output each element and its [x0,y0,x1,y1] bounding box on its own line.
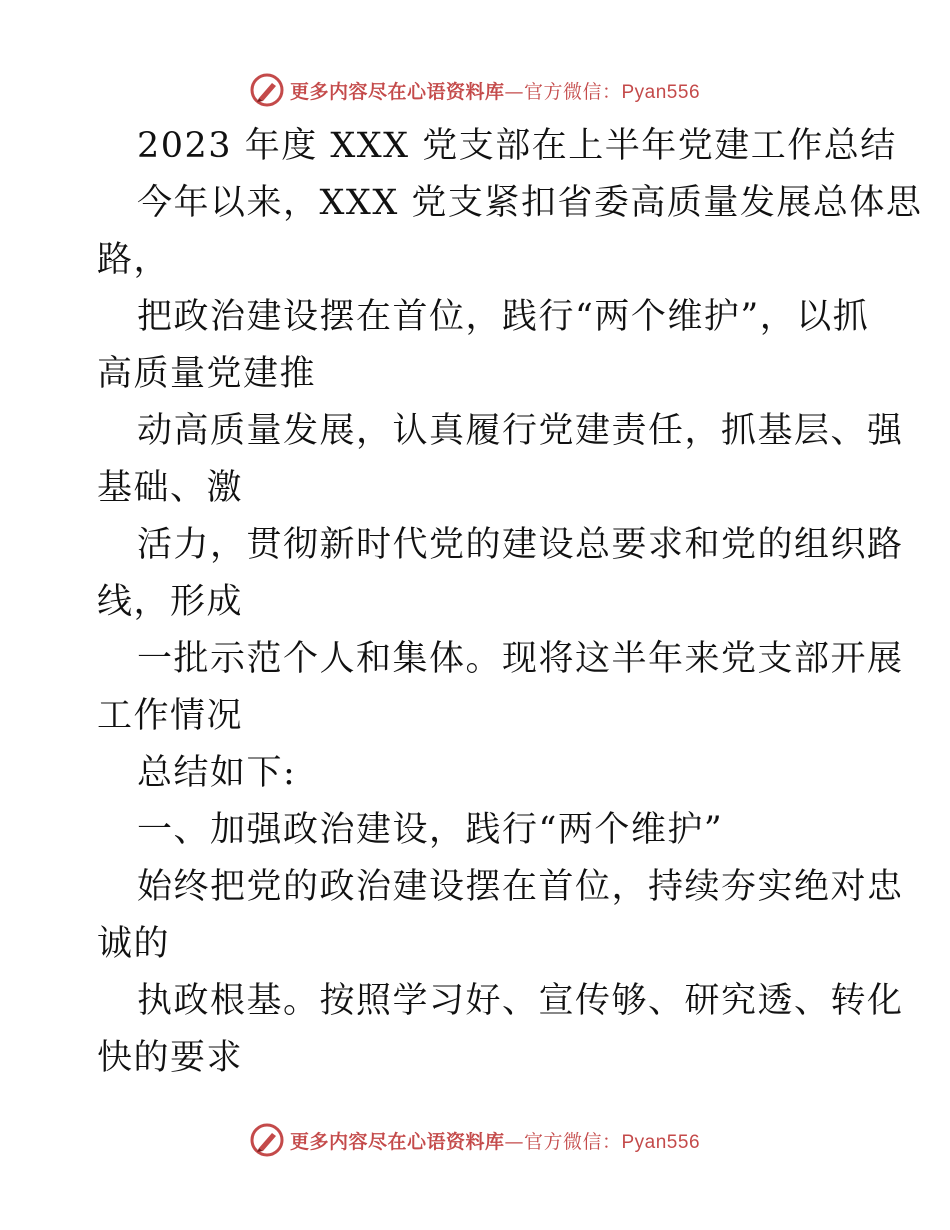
document-title: 2023 年度 XXX 党支部在上半年党建工作总结 [137,126,897,166]
pen-logo-icon [250,1123,284,1157]
document-body [97,118,923,1087]
footer-banner [0,1120,950,1160]
paragraph-line: 诚的 [97,924,171,964]
paragraph-line: 路， [97,240,171,280]
paragraph-line: 始终把党的政治建设摆在首位，持续夯实绝对忠 [137,867,904,907]
paragraph-line: 工作情况 [97,696,244,736]
paragraph-line: 活力，贯彻新时代党的建设总要求和党的组织路 [137,525,904,565]
banner-text: 更多内容尽在心语资料库—官方微信：Pyan556 [289,1130,701,1153]
paragraph-line: 总结如下: [137,753,297,793]
paragraph-line: 动高质量发展，认真履行党建责任，抓基层、强 [137,411,904,451]
paragraph-line: 把政治建设摆在首位，践行“两个维护”，以抓 [137,297,870,337]
paragraph-line: 高质量党建推 [97,354,317,394]
pen-logo-icon [250,73,284,107]
section-heading: 一、加强政治建设，践行“两个维护” [137,810,724,850]
paragraph-line: 快的要求 [97,1038,244,1078]
paragraph-line: 执政根基。按照学习好、宣传够、研究透、转化 [137,981,904,1021]
paragraph-line: 一批示范个人和集体。现将这半年来党支部开展 [137,639,904,679]
paragraph-line: 基础、激 [97,468,244,508]
paragraph-line: 今年以来，XXX 党支紧扣省委高质量发展总体思 [137,183,923,223]
header-banner [0,70,950,110]
banner-text: 更多内容尽在心语资料库—官方微信：Pyan556 [289,80,701,103]
paragraph-line: 线，形成 [97,582,244,622]
